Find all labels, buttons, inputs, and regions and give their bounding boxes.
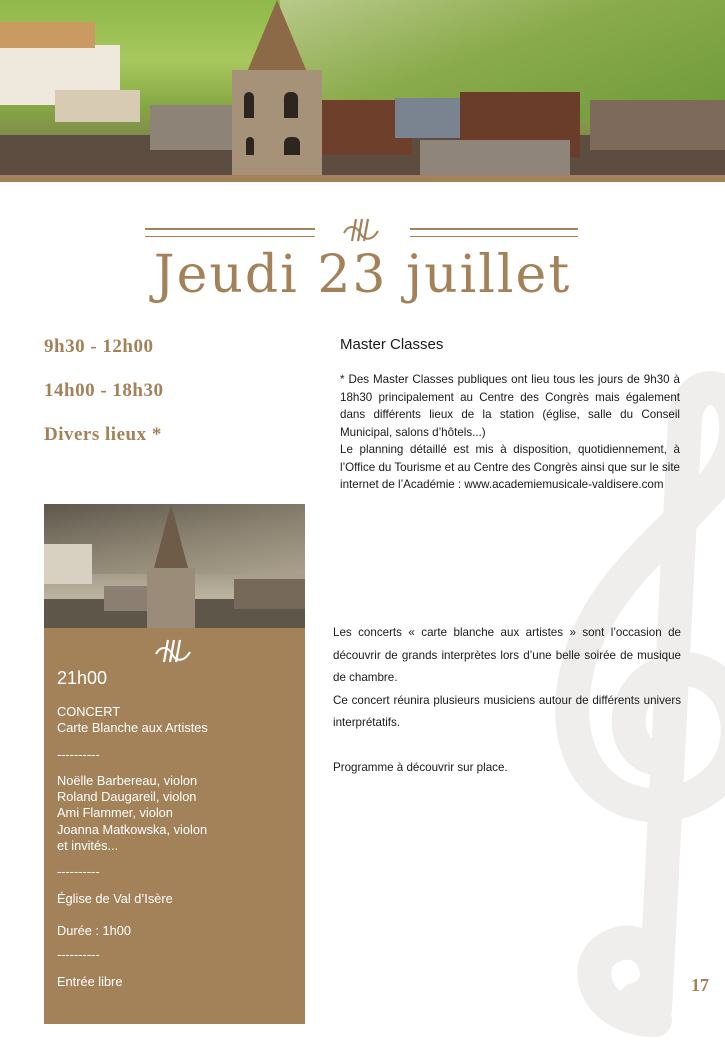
- concert-description-paragraph: Ce concert réunira plusieurs musiciens autour de différents univers interprétatifs.: [333, 693, 681, 729]
- header-photo-val-disere: [0, 0, 725, 175]
- master-classes-description: [340, 371, 680, 494]
- concert-description-paragraph: Programme à découvrir sur place.: [333, 760, 508, 774]
- separator: ----------: [57, 947, 100, 963]
- schedule-location: Divers lieux *: [44, 424, 162, 445]
- master-classes-paragraph: Le planning détaillé est mis à disposition, quotidiennement, à l’Office du Tourisme et au Centre des Congrès ainsi que sur le site internet de l’Académie : www.academiemusicale-valdisere.com: [340, 443, 680, 491]
- title-rule-left: [145, 228, 315, 237]
- schedule-slot-morning: 9h30 - 12h00: [44, 336, 154, 357]
- concert-time: 21h00: [57, 668, 108, 688]
- concert-description-paragraph: Les concerts « carte blanche aux artistes » sont l’occasion de découvrir de grands interprètes lors d’une belle soirée de musique de chambre.: [333, 626, 681, 684]
- photo-roof: [150, 105, 245, 150]
- banner-divider: [0, 175, 725, 182]
- concert-title-block: [57, 704, 297, 737]
- photo-roof: [234, 579, 305, 609]
- photo-roof: [420, 140, 570, 175]
- separator: ----------: [57, 746, 100, 762]
- concert-photo-church: [44, 504, 305, 628]
- concert-details: [57, 704, 297, 990]
- concert-venue: Église de Val d’Isère: [57, 890, 173, 906]
- page-title: Jeudi 23 juillet: [153, 245, 572, 305]
- photo-roof: [395, 98, 465, 138]
- photo-church-spire: [154, 504, 188, 568]
- photo-chalet: [55, 90, 140, 122]
- performer: Roland Daugareil, violon: [57, 789, 197, 805]
- concert-description: [333, 622, 681, 779]
- concert-entry: Entrée libre: [57, 973, 123, 989]
- master-classes-paragraph: * Des Master Classes publiques ont lieu tous les jours de 9h30 à 18h30 principalement au Centre des Congrès mais également dans différents lieux de la station (église, salle du Conseil Municipal, salons d’hôtels...): [340, 373, 680, 439]
- separator: ----------: [57, 864, 100, 880]
- schedule-slot-afternoon: 14h00 - 18h30: [44, 380, 164, 401]
- concert-duration: Durée : 1h00: [57, 922, 131, 938]
- photo-tower-window: [244, 92, 254, 118]
- title-rule-right: [410, 228, 578, 237]
- photo-church-tower: [232, 70, 322, 175]
- photo-tower-window: [284, 92, 298, 118]
- photo-roof: [590, 100, 725, 150]
- photo-tower-window: [284, 137, 300, 155]
- performer: Noëlle Barbereau, violon: [57, 772, 198, 788]
- performer: et invités...: [57, 838, 119, 854]
- academy-logo-icon: [152, 636, 196, 666]
- concert-type: CONCERT: [57, 704, 121, 719]
- academy-logo-icon: [340, 215, 384, 245]
- page-number: 17: [691, 975, 709, 995]
- performer: Ami Flammer, violon: [57, 805, 173, 821]
- photo-chalet: [44, 544, 92, 584]
- performer: Joanna Matkowska, violon: [57, 821, 208, 837]
- performer-list: [57, 773, 297, 854]
- photo-church-tower: [147, 568, 195, 628]
- concert-card: [44, 628, 305, 1024]
- master-classes-title: Master Classes: [340, 336, 444, 353]
- photo-church-spire: [247, 0, 307, 72]
- photo-chalet-roof: [0, 22, 95, 48]
- concert-name: Carte Blanche aux Artistes: [57, 720, 208, 736]
- photo-tower-window: [246, 137, 254, 155]
